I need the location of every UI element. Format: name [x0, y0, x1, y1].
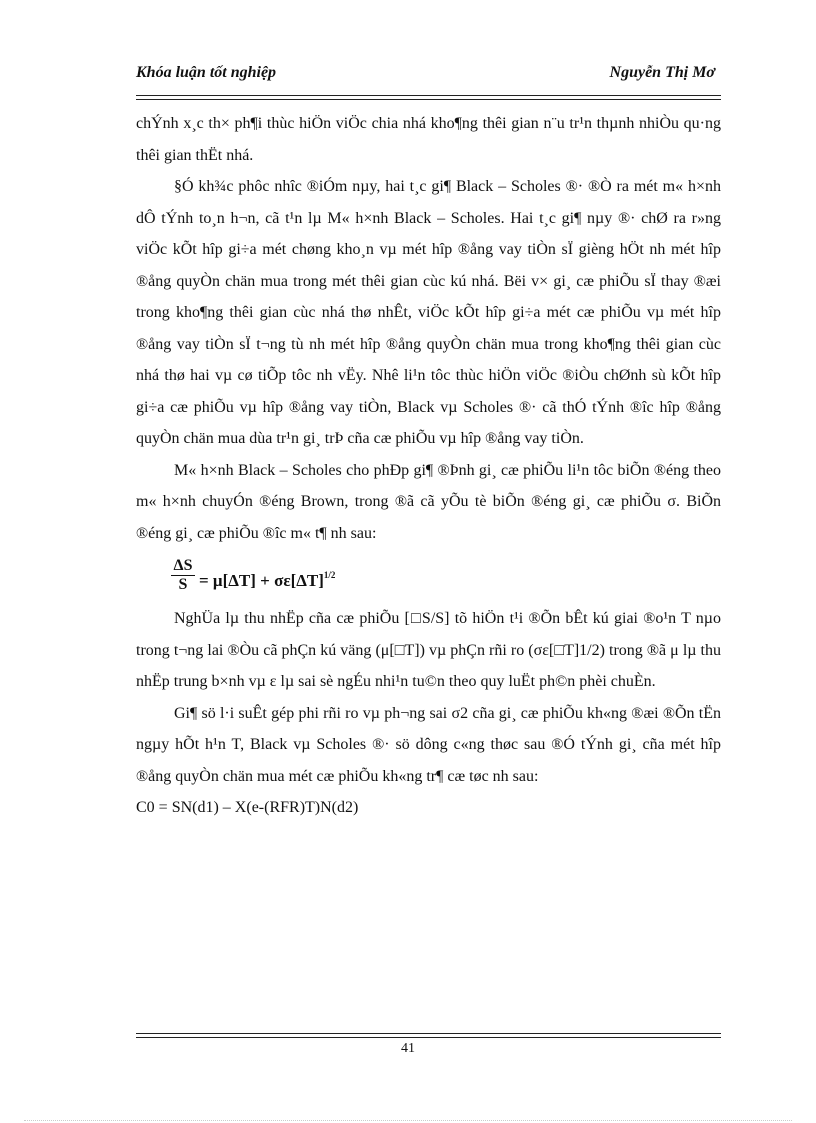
- header-author-right: Nguyễn Thị Mơ: [609, 64, 715, 81]
- formula-fraction: [171, 557, 195, 594]
- paragraph-continuation: chÝnh x¸c th× ph¶i thùc hiÖn viÖc chia nhá kho¶ng thêi gian n¨u tr¹n thµnh nhiÒu qu·ng thêi gian thËt nhá.: [136, 115, 721, 164]
- paragraph-meaning: NghÜa lµ thu nhËp cña cæ phiÕu [□S/S] tõ hiÖn t¹i ®Õn bÊt kú giai ®o¹n T nµo trong t¬ng lai ®Òu cã phÇn kú väng (μ[□T]) vµ phÇn rñi ro (σε[□T]1/2) trong ®ã μ lµ thu nhËp trung b×nh vµ ε lµ sai sè ngÉu nhi¹n tu©n theo quy luËt ph©n phèi chuÈn.: [136, 610, 721, 690]
- header-divider: [136, 95, 721, 100]
- formula-denominator: S: [178, 576, 188, 593]
- paragraph-black-scholes-intro: §Ó kh¾c phôc nhîc ®iÓm nµy, hai t¸c gi¶ Black – Scholes ®· ®Ò ra mét m« h×nh dÔ tÝnh to¸n h¬n, cã t¹n lµ M« h×nh Black – Scholes. Hai t¸c gi¶ nµy ®· chØ ra r»ng viÖc kÕt hîp gi÷a mét chøng kho¸n vµ mét hîp ®ång vay tiÒn sÏ gièng hÖt nh mét hîp ®ång quyÒn chän mua trong mét thêi gian cùc kú nhá. Bëi v× gi¸ cæ phiÕu sÏ thay ®æi trong kho¶ng thêi gian cùc nhá thø nhÊt, viÖc kÕt hîp gi÷a mét cæ phiÕu vµ mét hîp ®ång vay tiÒn sÏ t¬ng tù nh mét hîp ®ång quyÒn chän mua trong kho¶ng thêi gian cùc nhá thø hai vµ cø tiÕp tôc nh vËy. Nhê li¹n tôc thùc hiÖn viÖc ®iÒu chØnh sù kÕt hîp gi÷a cæ phiÕu vµ hîp ®ång vay tiÒn, Black vµ Scholes ®· cã thÓ tÝnh ®îc hîp ®ång quyÒn chän mua dùa tr¹n gi¸ trÞ cña cæ phiÕu vµ hîp ®ång vay tiÒn.: [136, 178, 721, 447]
- paragraph-assumptions: Gi¶ sö l·i suÊt gép phi rñi ro vµ ph¬ng sai σ2 cña gi¸ cæ phiÕu kh«ng ®æi ®Õn tËn ngµy hÕt h¹n T, Black vµ Scholes ®· sö dông c«ng thøc sau ®Ó tÝnh gi¸ cña mét hîp ®ång quyÒn chän mua mét cæ phiÕu kh«ng tr¶ cæ tøc nh sau:: [136, 704, 721, 785]
- page-header: [136, 62, 721, 92]
- formula-rhs-text: = μ[ΔT] + σε[ΔT]: [199, 571, 324, 590]
- price-change-formula: [171, 555, 721, 599]
- page-bottom-edge: [24, 1120, 792, 1121]
- formula-right-side: [199, 565, 335, 591]
- formula-exponent: 1/2: [323, 570, 336, 580]
- paragraph-brownian-motion: M« h×nh Black – Scholes cho phÐp gi¶ ®Þnh gi¸ cæ phiÕu li¹n tôc biÕn ®éng theo m« h×nh chuyÓn ®éng Brown, trong ®ã cã yÕu tè biÕn ®éng gi¸ cæ phiÕu σ. BiÕn ®éng gi¸ cæ phiÕu ®îc m« t¶ nh sau:: [136, 461, 721, 542]
- document-body: [136, 108, 721, 824]
- page-number: 41: [401, 1041, 415, 1056]
- header-title-left: Khóa luận tốt nghiệp: [136, 64, 277, 81]
- formula-numerator: ΔS: [171, 557, 195, 576]
- call-option-equation: C0 = SN(d1) – X(e-(RFR)T)N(d2): [136, 799, 359, 816]
- footer-divider: [136, 1033, 721, 1038]
